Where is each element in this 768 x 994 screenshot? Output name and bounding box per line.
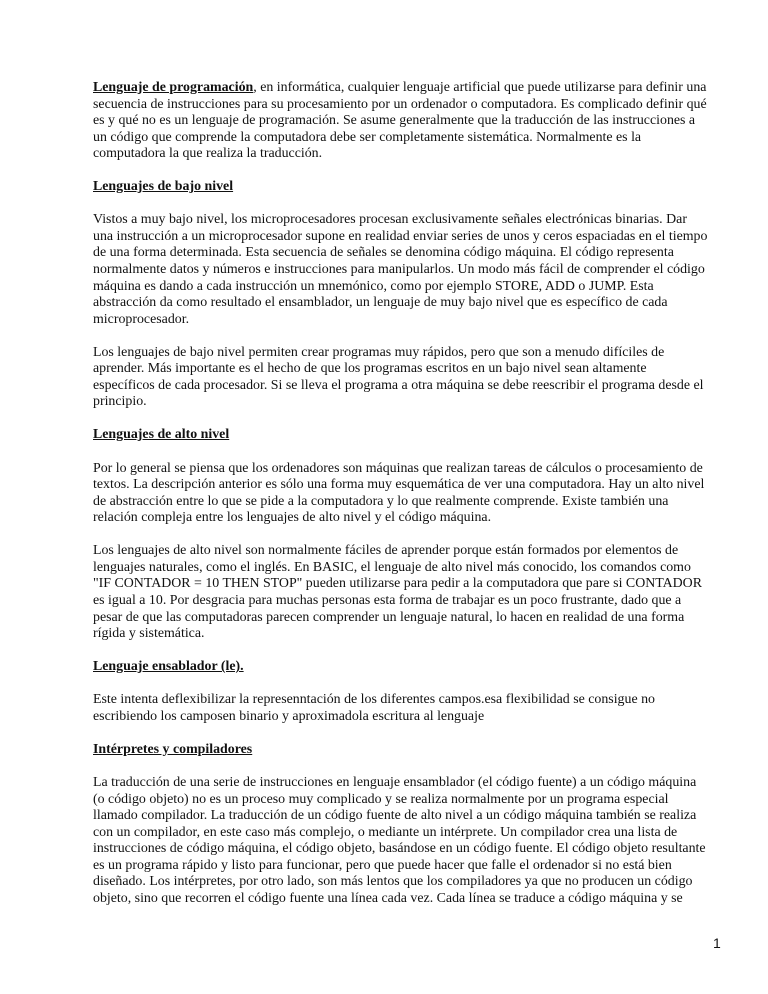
paragraph-line: abstracción da como resultado el ensamblador, un lenguaje de muy bajo nivel que es específico de cada <box>93 295 668 311</box>
paragraph-line: pesar de que las computadoras parecen comprender un lenguaje natural, lo hacen en realidad de una forma <box>93 609 685 625</box>
paragraph-line: textos. La descripción anterior es sólo una forma muy esquemática de ver una computadora. Hay un alto nivel <box>93 477 705 493</box>
paragraph-line: un código que comprende la computadora debe ser completamente sistemática. Normalmente es la <box>93 129 642 145</box>
lead-term-link[interactable]: Lenguaje de programación <box>93 80 254 95</box>
paragraph-line: es un programa rápido y listo para funcionar, pero que puede hacer que falle el ordenador si no está bien <box>93 857 672 873</box>
paragraph-line: es y qué no es un lenguaje de programación. Se asume generalmente que la traducción de las instrucciones a <box>93 113 696 129</box>
paragraph-line: instrucciones de código máquina, el código objeto, basándose en un código fuente. El código objeto resultante <box>93 841 706 857</box>
section-heading-text: Intérpretes y compiladores <box>93 741 253 757</box>
paragraph-line: (o código objeto) no es un proceso muy complicado y se realiza normalmente por un programa especial <box>93 791 669 807</box>
paragraph <box>93 543 713 642</box>
paragraph-line: de una forma determinada. Esta secuencia de señales se denomina código máquina. El código representa <box>93 245 674 261</box>
paragraph <box>93 461 713 527</box>
paragraph <box>93 692 713 725</box>
section-heading <box>93 659 713 676</box>
section-heading-text: Lenguajes de alto nivel <box>93 427 230 443</box>
paragraph-line: relación compleja entre los lenguajes de alto nivel y el código máquina. <box>93 510 492 526</box>
paragraph <box>93 345 713 411</box>
paragraph-line: Los lenguajes de bajo nivel permiten crear programas muy rápidos, pero que son a menudo difíciles de <box>93 344 665 360</box>
paragraph-line: con un compilador, en este caso más complejo, o mediante un intérprete. Un compilador crea una lista de <box>93 824 678 840</box>
paragraph-line: lenguajes naturales, como el inglés. En BASIC, el lenguaje de alto nivel más conocido, los comandos como <box>93 559 691 575</box>
paragraph-line: llamado compilador. La traducción de un código fuente de alto nivel a un código máquina también se realiza <box>93 808 697 824</box>
paragraph-line: normalmente datos y números e instrucciones para manipularlos. Un modo más fácil de comprender el código <box>93 262 705 278</box>
paragraph-line: La traducción de una serie de instrucciones en lenguaje ensamblador (el código fuente) a un código máquina <box>93 774 697 790</box>
paragraph-line: objeto, sino que recorren el código fuente una línea cada vez. Cada línea se traduce a código máquina y se <box>93 890 683 906</box>
paragraph-line: principio. <box>93 394 147 410</box>
paragraph-line: secuencia de instrucciones para su procesamiento por un ordenador o computadora. Es complicado definir qué <box>93 96 707 112</box>
paragraph-line: es igual a 10. Por desgracia para muchas personas esta forma de trabajar es un poco frustrante, dado que a <box>93 592 682 608</box>
page-number: 1 <box>713 935 721 951</box>
paragraph-line: escribiendo los camposen binario y aproximadola escritura al lenguaje <box>93 708 485 724</box>
paragraph-line: específicos de cada procesador. Si se lleva el programa a otra máquina se debe reescribir el programa desde el <box>93 377 704 393</box>
paragraph-line: Vistos a muy bajo nivel, los microprocesadores procesan exclusivamente señales electrónicas binarias. Dar <box>93 212 687 228</box>
intro-first-line-text: , en informática, cualquier lenguaje artificial que puede utilizarse para definir una <box>253 80 707 95</box>
paragraph-line: rígida y sistemática. <box>93 626 205 642</box>
intro-first-line <box>93 80 713 97</box>
section-heading-text: Lenguaje ensablador (le). <box>93 659 244 675</box>
paragraph-line: diseñado. Los intérpretes, por otro lado, son más lentos que los compiladores ya que no producen un código <box>93 874 693 890</box>
section-heading-text: Lenguajes de bajo nivel <box>93 179 234 195</box>
document-sections <box>93 179 713 907</box>
paragraph-line: máquina es dando a cada instrucción un mnemónico, como por ejemplo STORE, ADD o JUMP. Esta <box>93 278 654 294</box>
paragraph-line: Los lenguajes de alto nivel son normalmente fáciles de aprender porque están formados por elementos de <box>93 543 679 559</box>
paragraph-line: Este intenta deflexibilizar la represenntación de los diferentes campos.esa flexibilidad se consigue no <box>93 692 655 708</box>
document-body <box>93 80 713 924</box>
paragraph <box>93 775 713 907</box>
paragraph-line: aprender. Más importante es el hecho de que los programas escritos en un bajo nivel sean altamente <box>93 361 647 377</box>
paragraph-line: "IF CONTADOR = 10 THEN STOP" pueden utilizarse para pedir a la computadora que pare si CONTADOR <box>93 576 702 592</box>
paragraph-line: microprocesador. <box>93 311 190 327</box>
intro-paragraph <box>93 80 713 163</box>
paragraph <box>93 212 713 328</box>
paragraph-line: una instrucción a un microprocesador supone en realidad enviar series de unos y ceros espaciadas en el tiempo <box>93 228 708 244</box>
section-heading <box>93 179 713 196</box>
section-heading <box>93 742 713 759</box>
paragraph-line: de abstracción entre lo que se pide a la computadora y lo que realmente comprende. Existe también una <box>93 493 669 509</box>
section-heading <box>93 427 713 444</box>
paragraph-line: Por lo general se piensa que los ordenadores son máquinas que realizan tareas de cálculos o procesamiento de <box>93 460 703 476</box>
paragraph-line: computadora la que realiza la traducción. <box>93 146 323 162</box>
